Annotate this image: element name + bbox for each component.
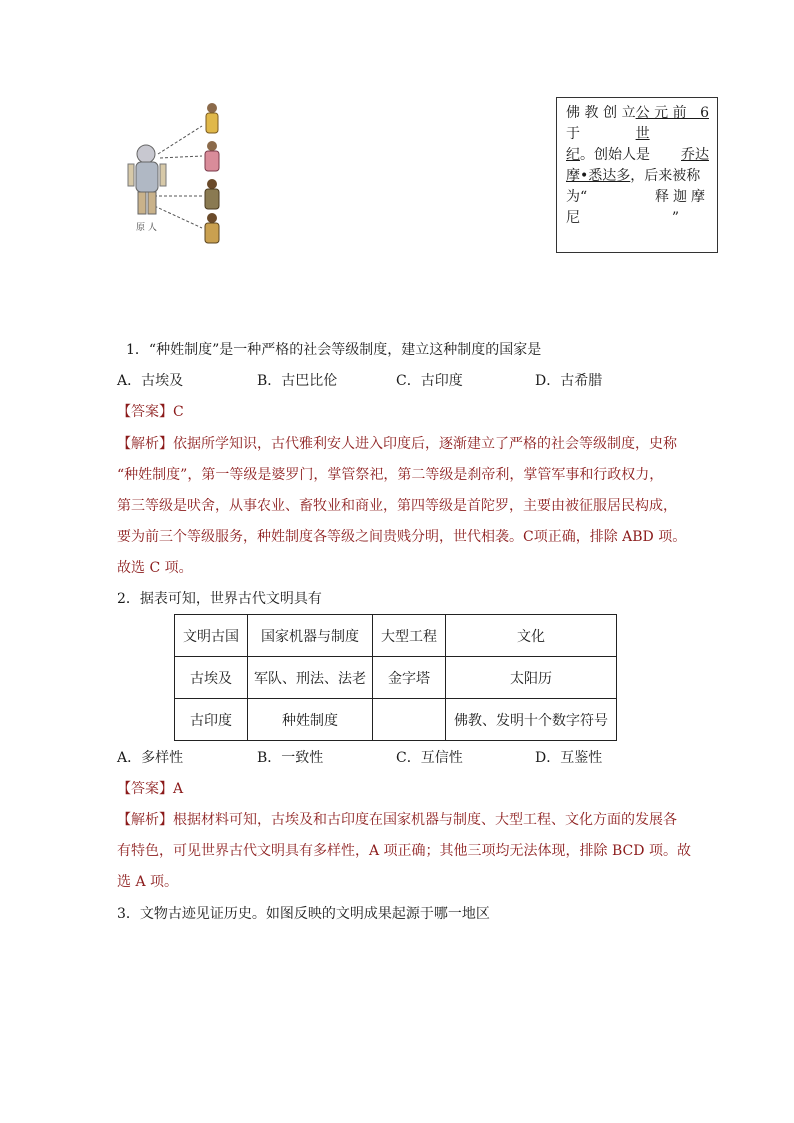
q1-option-a: A．古埃及 <box>117 373 184 389</box>
table-cell: 金字塔 <box>373 657 446 699</box>
q1-analysis-line-2: “种姓制度”，第一等级是婆罗门，掌管祭祀，第二等级是刹帝利，掌管军事和行政权力， <box>117 467 664 483</box>
callout-blank: 摩•悉达多 <box>566 168 631 184</box>
q1-option-c: C．古印度 <box>396 373 463 389</box>
callout-text: 。创始人是 <box>580 147 650 163</box>
answer-label: 【答案】 <box>117 404 173 420</box>
table-cell: 佛教、发明十个数字符号 <box>446 699 617 741</box>
q1-stem: 1．“种姓制度”是一种严格的社会等级制度，建立这种制度的国家是 <box>126 342 542 358</box>
answer-value: C <box>173 404 184 420</box>
callout-blank: 公元前 6 世 <box>635 105 709 142</box>
answer-label: 【答案】 <box>117 781 173 797</box>
analysis-label: 【解析】 <box>117 812 173 828</box>
callout-text: ” <box>671 210 679 226</box>
table-cell: 古埃及 <box>175 657 248 699</box>
q2-stem: 2．据表可知，世界古代文明具有 <box>117 591 322 607</box>
q1-answer <box>117 402 184 422</box>
callout-line-5 <box>566 208 709 229</box>
analysis-text: 依据所学知识，古代雅利安人进入印度后，逐渐建立了严格的社会等级制度，史称 <box>173 436 677 452</box>
answer-value: A <box>173 781 184 797</box>
table-row <box>175 699 617 741</box>
table-cell: 种姓制度 <box>248 699 373 741</box>
kshatriya-figure <box>205 141 219 171</box>
q2-analysis-line-2: 有特色，可见世界古代文明具有多样性，A 项正确；其他三项均无法体现，排除 BCD 项。故 <box>117 843 691 859</box>
callout-text: ，后来被称 <box>630 168 701 184</box>
callout-line-2 <box>566 145 709 166</box>
table-cell: 太阳历 <box>446 657 617 699</box>
analysis-label: 【解析】 <box>117 436 173 452</box>
q3-stem: 3．文物古迹见证历史。如图反映的文明成果起源于哪一地区 <box>117 906 490 922</box>
q1-option-b: B．古巴比伦 <box>257 373 338 389</box>
callout-text: 释迦摩 <box>655 189 709 205</box>
table-cell: 军队、刑法、法老 <box>248 657 373 699</box>
table-cell <box>373 699 446 741</box>
q1-analysis-line-4: 要为前三个等级服务，种姓制度各等级之间贵贱分明，世代相袭。C项正确，排除 ABD 项。 <box>117 529 687 545</box>
q2-option-b: B．一致性 <box>257 750 324 766</box>
q2-option-d: D．互鉴性 <box>535 750 603 766</box>
callout-text: 佛教创立于 <box>566 105 636 142</box>
q2-answer <box>117 779 183 799</box>
q2-analysis-line-1 <box>117 810 677 830</box>
callout-line-3 <box>566 166 709 187</box>
table-cell: 古印度 <box>175 699 248 741</box>
caste-figure <box>118 96 238 256</box>
q1-analysis-line-3: 第三等级是吠舍，从事农业、畜牧业和商业，第四等级是首陀罗，主要由被征服居民构成， <box>117 498 677 514</box>
table-header-row <box>175 615 617 657</box>
q1-analysis-line-5: 故选 C 项。 <box>117 560 193 576</box>
callout-text: 为“ <box>566 189 588 205</box>
analysis-text: 根据材料可知，古埃及和古印度在国家机器与制度、大型工程、文化方面的发展各 <box>173 812 677 828</box>
table-header-cell: 大型工程 <box>373 615 446 657</box>
primeval-man-figure <box>128 145 166 214</box>
q2-option-c: C．互信性 <box>396 750 463 766</box>
callout-line-1 <box>566 103 709 145</box>
table-header-cell: 国家机器与制度 <box>248 615 373 657</box>
q1-analysis-line-1 <box>117 434 677 454</box>
figure-caption: 原 人 <box>136 223 157 233</box>
civilization-table <box>174 614 617 741</box>
callout-blank: 纪 <box>566 147 580 163</box>
q2-option-a: A．多样性 <box>117 750 184 766</box>
q2-analysis-line-3: 选 A 项。 <box>117 874 179 890</box>
shudra-figure <box>205 213 219 243</box>
table-row <box>175 657 617 699</box>
callout-line-4 <box>566 187 709 208</box>
callout-blank: 乔达 <box>681 147 709 163</box>
table-header-cell: 文化 <box>446 615 617 657</box>
callout-text: 尼 <box>566 210 580 226</box>
vaishya-figure <box>205 179 219 209</box>
table-header-cell: 文明古国 <box>175 615 248 657</box>
brahmin-figure <box>206 103 218 133</box>
buddhism-callout <box>556 97 718 253</box>
q1-option-d: D．古希腊 <box>535 373 603 389</box>
